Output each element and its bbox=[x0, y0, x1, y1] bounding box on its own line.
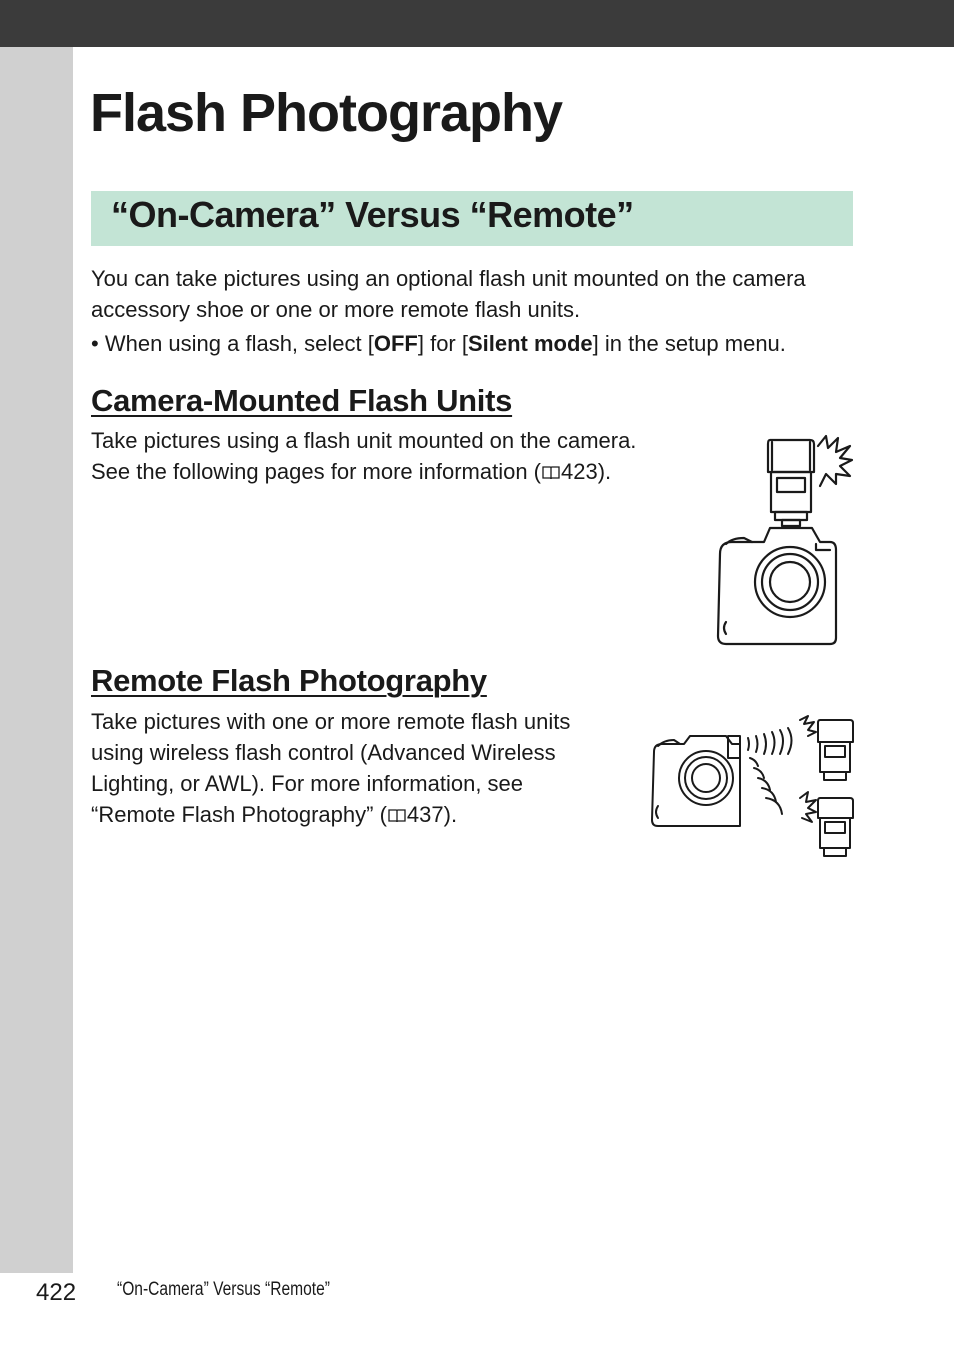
camera-mounted-line2-suffix: ). bbox=[597, 459, 612, 484]
camera-mounted-paragraph bbox=[91, 425, 711, 487]
camera-mounted-ref-page[interactable]: 423 bbox=[561, 459, 598, 484]
top-bar bbox=[0, 0, 954, 47]
remote-line1: Take pictures with one or more remote flash units bbox=[91, 709, 571, 734]
section-band bbox=[91, 191, 853, 246]
camera-mounted-line1: Take pictures using a flash unit mounted on the camera. bbox=[91, 428, 637, 453]
side-bar bbox=[0, 47, 73, 1273]
remote-line4-prefix: “Remote Flash Photography” ( bbox=[91, 802, 387, 827]
remote-line3: Lighting, or AWL). For more information, see bbox=[91, 771, 524, 796]
camera-mounted-line2-prefix: See the following pages for more information ( bbox=[91, 459, 542, 484]
section-title: “On-Camera” Versus “Remote” bbox=[111, 194, 634, 235]
bullet-suffix: ] in the setup menu. bbox=[592, 331, 786, 356]
intro-paragraph: You can take pictures using an optional flash unit mounted on the camera accessory shoe or one or more remote flash units. bbox=[91, 266, 806, 322]
bullet-prefix: When using a flash, select [ bbox=[104, 331, 374, 356]
bullet-off-value: OFF bbox=[373, 331, 418, 356]
remote-flash-illustration bbox=[648, 712, 858, 864]
page-title: Flash Photography bbox=[90, 83, 563, 143]
remote-ref-page[interactable]: 437 bbox=[406, 802, 444, 827]
page-number: 422 bbox=[36, 1279, 77, 1306]
bullet-note bbox=[91, 328, 891, 359]
bullet-silent-mode: Silent mode bbox=[467, 331, 593, 356]
book-reference-icon bbox=[542, 465, 560, 480]
camera-with-mounted-flash-illustration bbox=[712, 432, 857, 650]
remote-heading: Remote Flash Photography bbox=[91, 663, 487, 698]
running-footer: “On-Camera” Versus “Remote” bbox=[117, 1279, 330, 1300]
bullet-marker: • bbox=[91, 331, 99, 356]
remote-paragraph bbox=[91, 706, 631, 830]
book-reference-icon bbox=[388, 808, 406, 823]
remote-line2: using wireless flash control (Advanced Wireless bbox=[91, 740, 556, 765]
remote-line4-suffix: ). bbox=[443, 802, 458, 827]
bullet-mid: ] for [ bbox=[417, 331, 468, 356]
camera-mounted-heading: Camera-Mounted Flash Units bbox=[91, 383, 513, 418]
